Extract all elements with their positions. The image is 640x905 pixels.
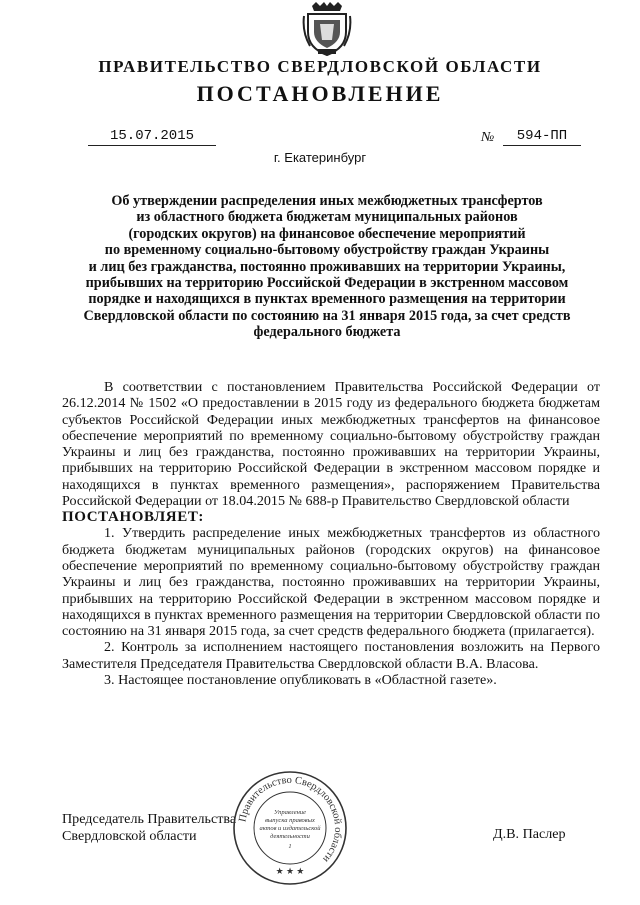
signatory-name: Д.В. Паслер [493,826,566,842]
title-line: прибывших на территорию Российской Федерации в экстренном массовом [85,275,569,292]
document-type-heading: ПОСТАНОВЛЕНИЕ [196,81,444,106]
official-stamp [232,770,348,886]
signatory-position-line: Свердловской области [62,828,197,844]
signatory-position-line: Председатель Правительства [62,811,237,827]
preamble-paragraph: В соответствии с постановлением Правительства Российской Федерации от 26.12.2014 № 1502 «О предоставлении в 2015 году из федерального бюджета бюджетам субъектов Российской Федерации иных межбюджетных трансфертов на финансовое обеспечение мероприятий по временному социально-бытовому обустройству граждан Украины и лиц без гражданства, постоянно проживавших на территории Украины, прибывших на территорию Российской Федерации в экстренном массовом порядке и находящихся в пунктах временного размещения», распоряжением Правительства Российской Федерации от 18.04.2015 № 688-р Правительство Свердловской области [62,379,600,510]
stamp-center-line: деятельности [270,833,310,840]
title-line: из областного бюджета бюджетам муниципальных районов [136,209,518,226]
title-line: Об утверждении распределения иных межбюджетных трансфертов [111,193,543,209]
title-line: по временному социально-бытовому обустройству граждан Украины [104,242,550,259]
document-city: г. Екатеринбург [273,150,367,165]
stamp-ring-text: Правительство Свердловской области [237,774,344,865]
title-line: (городских округов) на финансовое обеспечение мероприятий [128,225,526,242]
stamp-center-line: 1 [288,843,292,850]
stamp-center-line: выпуска правовых [265,817,315,824]
stamp-center-line: актов и издательской [259,825,321,832]
document-date: 15.07.2015 [88,128,216,146]
resolution-item-2: 2. Контроль за исполнением настоящего постановления возложить на Первого Заместителя Председателя Правительства Свердловской области В.А. Власова. [62,639,600,672]
title-line: и лиц без гражданства, постоянно проживавших на территории Украины, [88,258,566,275]
title-line: федерального бюджета [253,324,401,341]
title-line: Свердловской области по состоянию на 31 января 2015 года, за счет средств [83,307,571,324]
resolution-item-1: 1. Утвердить распределение иных межбюджетных трансфертов из областного бюджета бюджетам муниципальных районов (городских округов) на финансовое обеспечение мероприятий по временному социально-бытовому обустройству граждан Украины и лиц без гражданства, постоянно проживавших на территории Украины, прибывших на территорию Российской Федерации в экстренном массовом порядке и находящихся в пунктах временного размещения на территории Свердловской области по состоянию на 31 января 2015 года, за счет средств федерального бюджета (прилагается). [62,525,600,640]
resolves-heading: ПОСТАНОВЛЯЕТ: [62,509,205,526]
coat-of-arms-icon [302,2,352,56]
signatory-position [62,811,236,845]
document-number: 594-ПП [503,128,581,146]
stamp-stars-icon: ★ ★ ★ [275,866,305,876]
number-sign: № [481,130,495,145]
government-heading: ПРАВИТЕЛЬСТВО СВЕРДЛОВСКОЙ ОБЛАСТИ [98,57,542,76]
document-body [62,379,600,688]
stamp-center-line: Управление [273,809,307,816]
resolution-item-3: 3. Настоящее постановление опубликовать в «Областной газете». [104,672,497,689]
title-line: порядке и находящихся в пунктах временного размещения на территории [88,291,566,308]
document-title [62,193,592,341]
